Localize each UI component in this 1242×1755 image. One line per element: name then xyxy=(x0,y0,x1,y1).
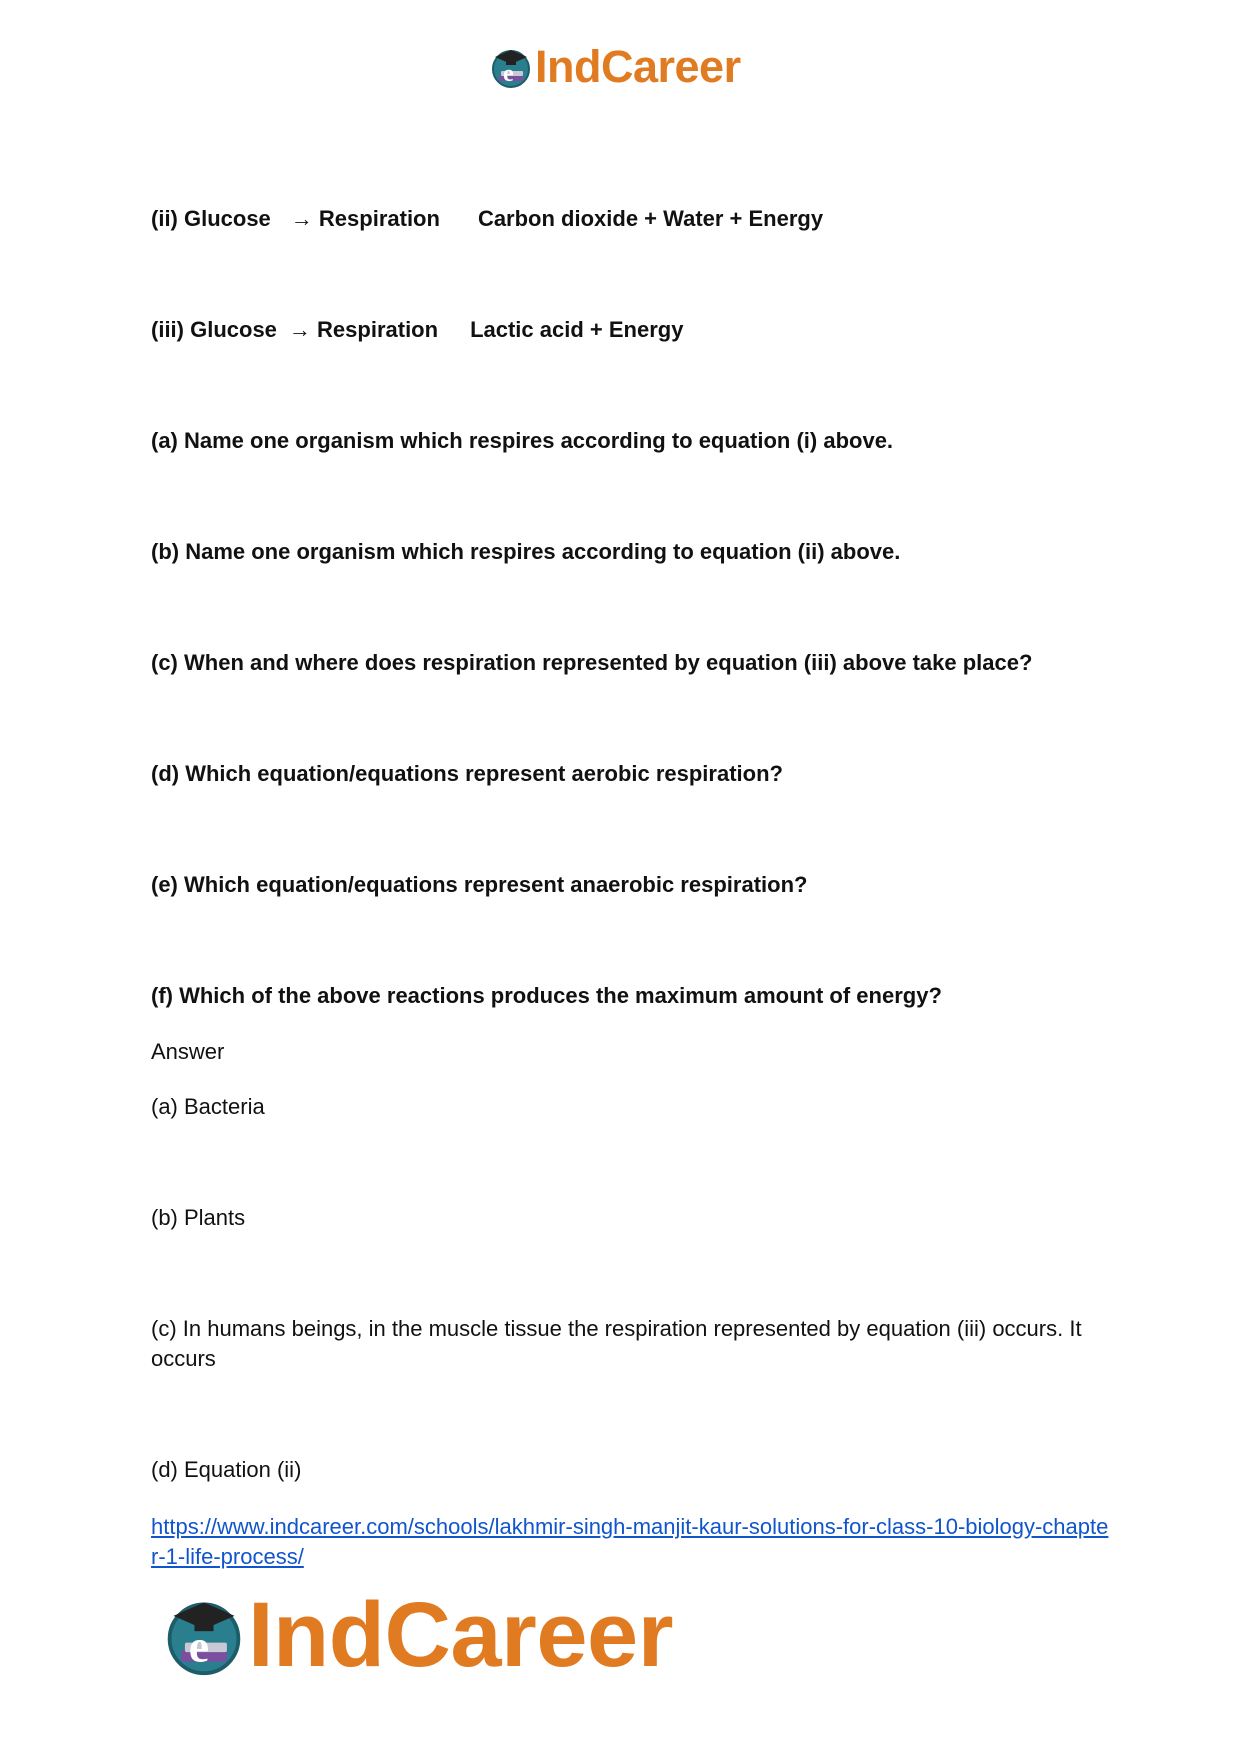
svg-text:e: e xyxy=(503,61,514,87)
header-logo xyxy=(489,42,741,92)
answer-d: (d) Equation (ii) xyxy=(151,1457,302,1482)
answer-a: (a) Bacteria xyxy=(151,1094,265,1119)
logo-wordmark: IndCareer xyxy=(248,1584,673,1686)
question-b: (b) Name one organism which respires according to equation (ii) above. xyxy=(151,539,901,564)
equation-label: (ii) Glucose xyxy=(151,206,271,231)
graduation-cap-globe-icon xyxy=(162,1593,246,1677)
source-link[interactable]: https://www.indcareer.com/schools/lakhmir-singh-manjit-kaur-solutions-for-class-10-biology-chapter-1-life-process/ xyxy=(151,1514,1109,1569)
question-d: (d) Which equation/equations represent aerobic respiration? xyxy=(151,761,783,786)
answer-c: (c) In humans beings, in the muscle tissue the respiration represented by equation (iii) occurs. It occurs xyxy=(151,1316,1082,1371)
question-a: (a) Name one organism which respires according to equation (i) above. xyxy=(151,428,894,453)
equation-label: (iii) Glucose xyxy=(151,317,277,342)
equation-arrow: → Respiration xyxy=(290,206,440,231)
question-c: (c) When and where does respiration represented by equation (iii) above take place? xyxy=(151,650,1033,675)
answer-heading: Answer xyxy=(151,1039,225,1064)
equation-products: Lactic acid + Energy xyxy=(470,317,684,342)
graduation-cap-globe-icon xyxy=(489,45,533,89)
answer-b: (b) Plants xyxy=(151,1205,246,1230)
equation-iii xyxy=(151,315,683,345)
question-e: (e) Which equation/equations represent anaerobic respiration? xyxy=(151,872,808,897)
svg-text:e: e xyxy=(188,1620,209,1672)
equation-ii xyxy=(151,204,823,234)
equation-arrow: → Respiration xyxy=(288,317,439,342)
footer-logo xyxy=(162,1585,673,1685)
logo-wordmark: IndCareer xyxy=(535,41,741,92)
question-f: (f) Which of the above reactions produces the maximum amount of energy? xyxy=(151,983,942,1008)
equation-products: Carbon dioxide + Water + Energy xyxy=(477,206,824,231)
